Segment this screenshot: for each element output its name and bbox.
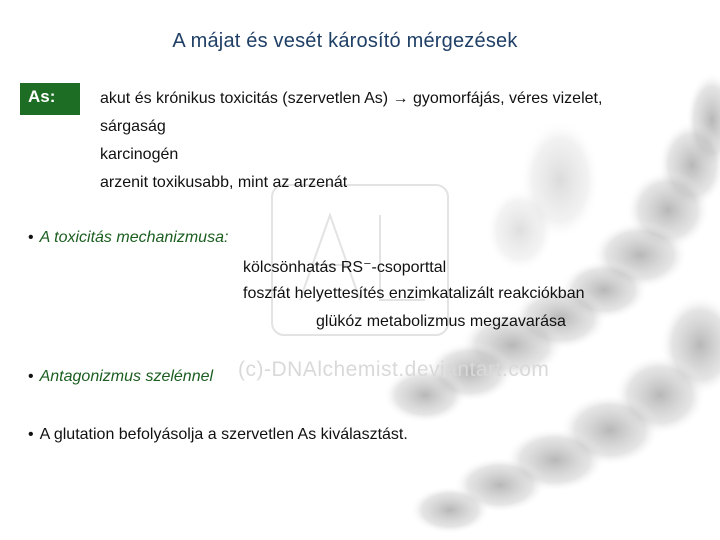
as-label-box — [20, 83, 80, 115]
mechanism-line-rs: kölcsönhatás RS⁻-csoporttal — [243, 259, 447, 276]
bullet-icon: • — [28, 368, 34, 385]
bullet-icon: • — [28, 426, 34, 443]
bullet-icon: • — [28, 229, 34, 246]
as-label: As: — [28, 87, 56, 106]
glutathione-text: A glutation befolyásolja a szervetlen As kiválasztást. — [39, 426, 408, 443]
bullet-mechanism — [28, 229, 228, 247]
bullet-antagonism — [28, 368, 213, 386]
mechanism-line-glucose: glükóz metabolizmus megzavarása — [316, 313, 566, 330]
as-line-toxicity: akut és krónikus toxicitás (szervetlen As) → gyomorfájás, véres vizelet, — [100, 90, 603, 107]
mechanism-line-phosphate: foszfát helyettesítés enzimkatalizált reakciókban — [243, 285, 585, 302]
page-title: A májat és vesét károsító mérgezések — [172, 30, 518, 52]
as-line-jaundice: sárgaság — [100, 118, 166, 135]
as-line-arsenite: arzenit toxikusabb, mint az arzenát — [100, 174, 348, 191]
mechanism-heading: A toxicitás mechanizmusa: — [39, 229, 229, 246]
watermark-text: (c)-DNAlchemist.deviantart.com — [238, 358, 550, 381]
antagonism-text: Antagonizmus szelénnel — [39, 368, 214, 385]
helix-strand — [383, 72, 720, 534]
as-line-carcinogen: karcinogén — [100, 146, 179, 163]
bullet-glutathione — [28, 426, 408, 444]
